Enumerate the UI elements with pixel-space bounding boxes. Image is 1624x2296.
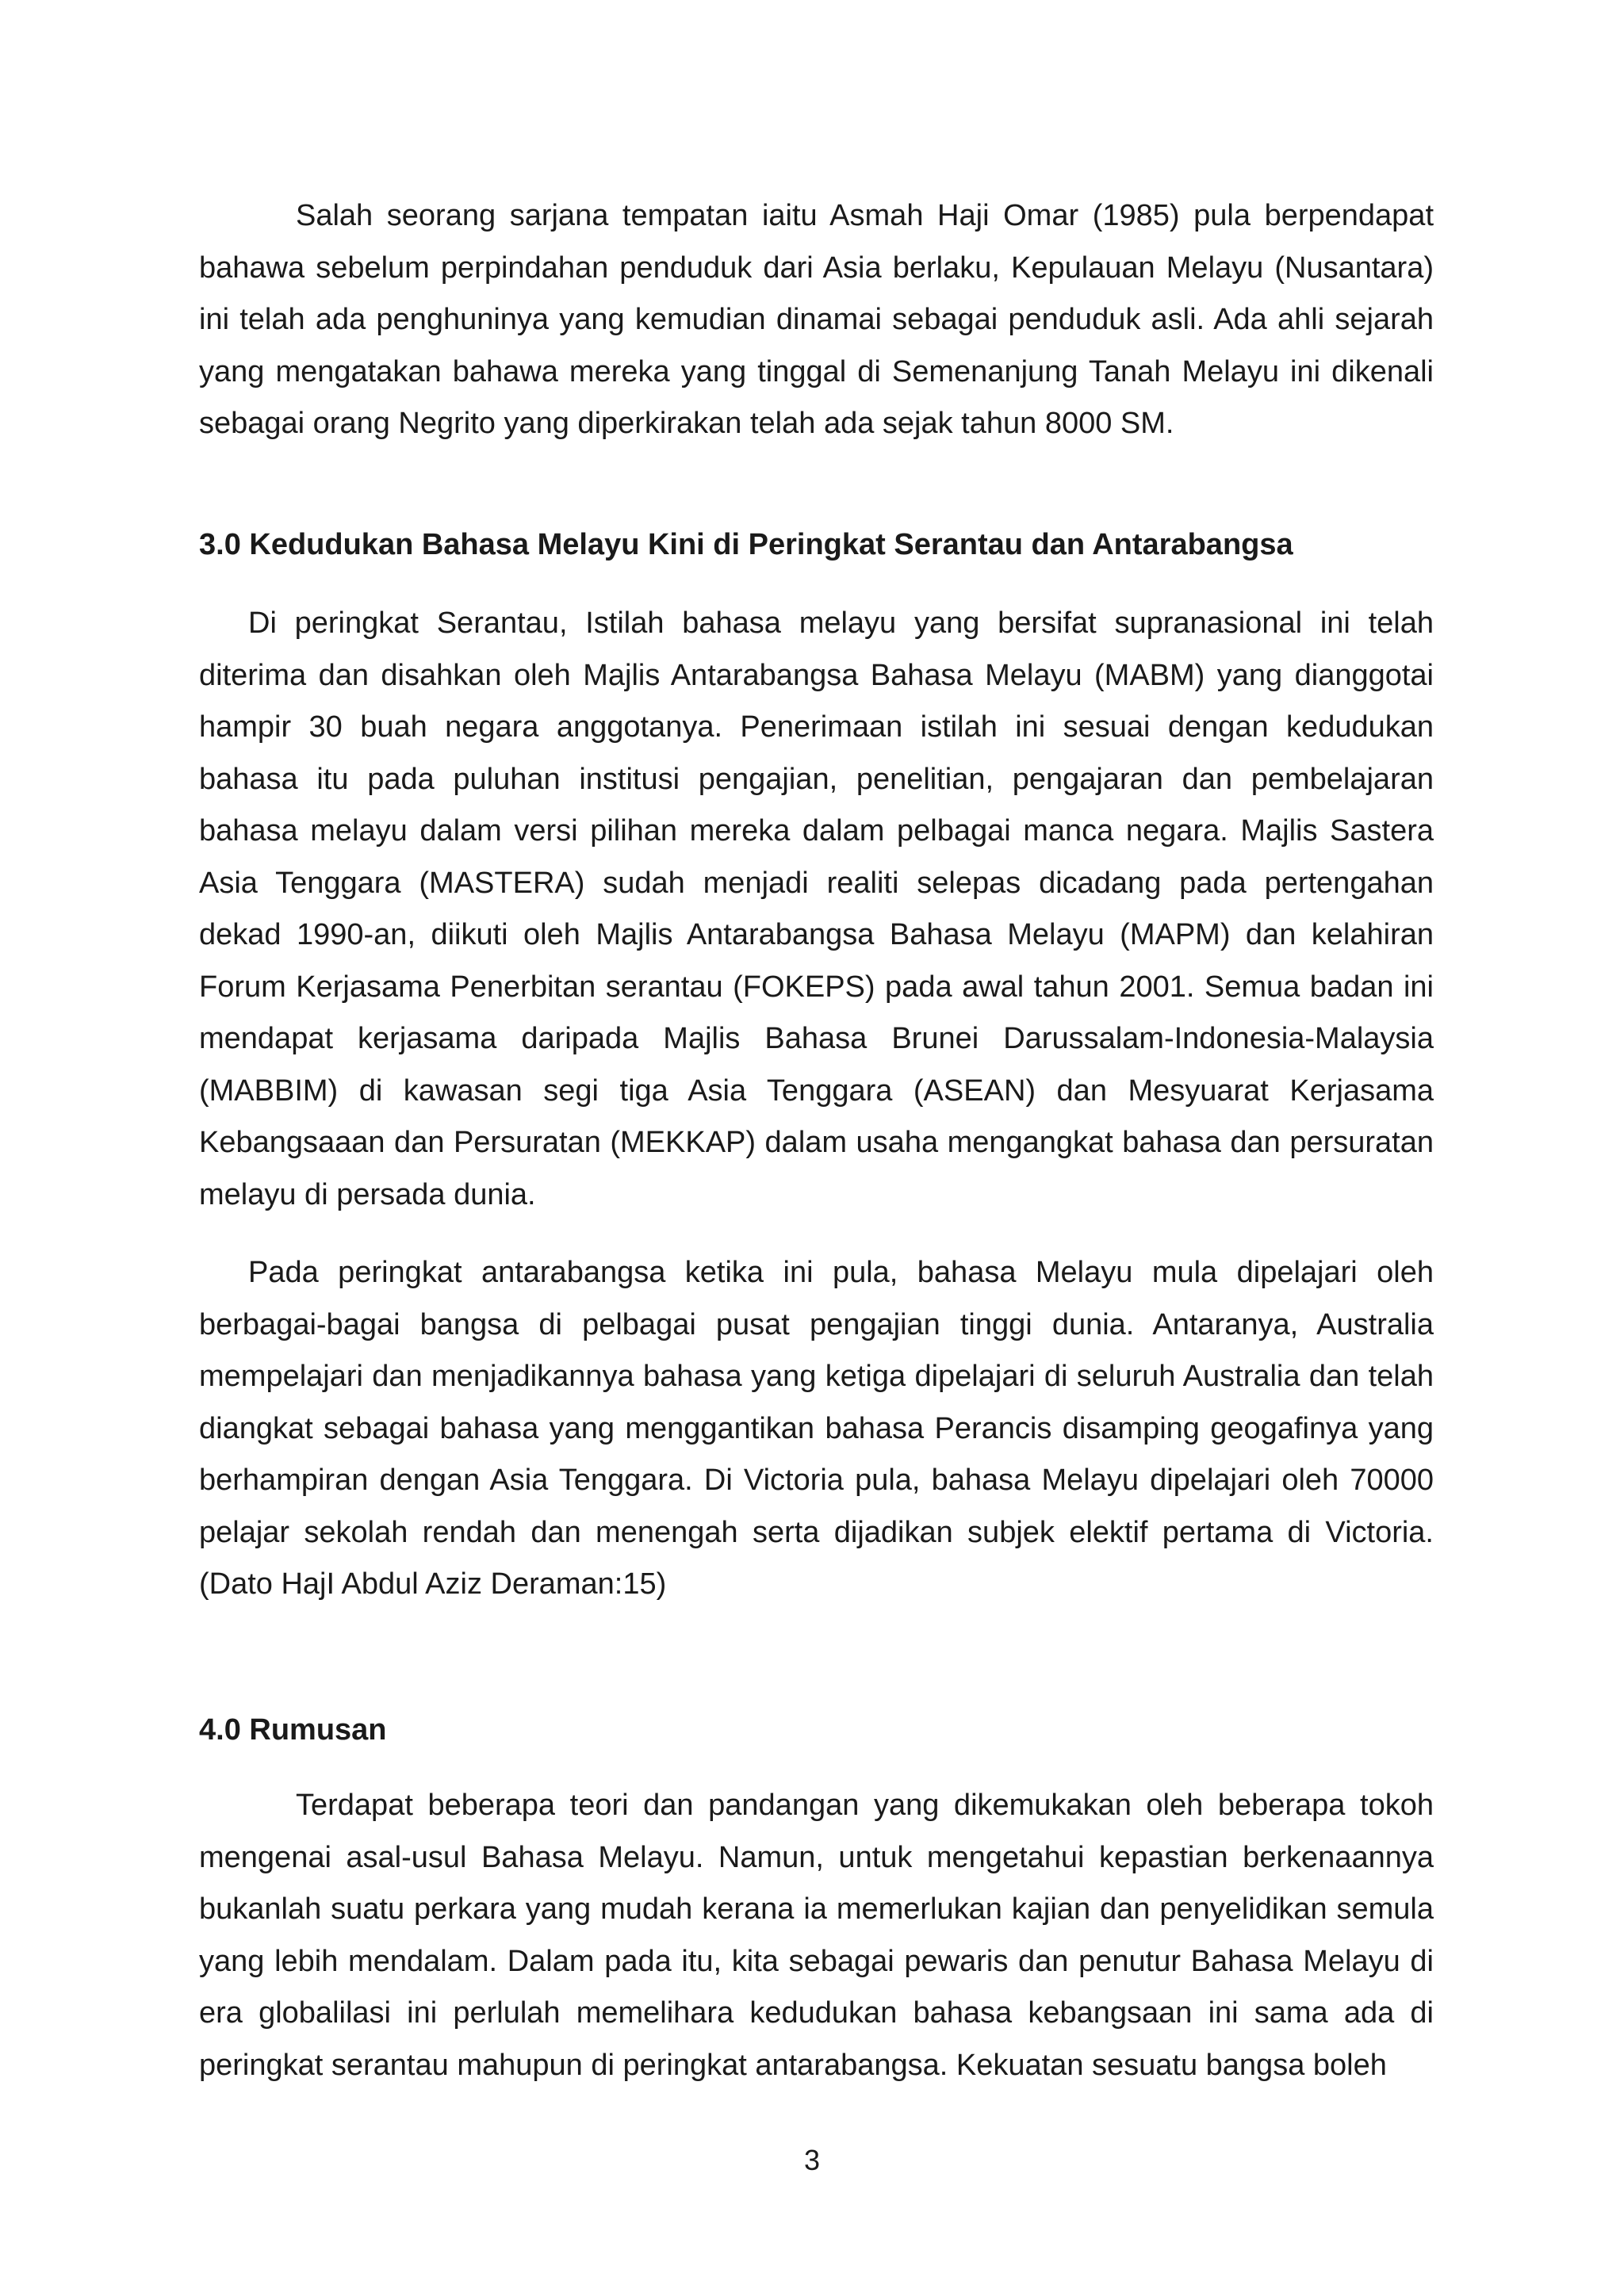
paragraph-asmah-block <box>199 190 1434 450</box>
paragraph-rumusan: Terdapat beberapa teori dan pandangan yang dikemukakan oleh beberapa tokoh mengenai asal-usul Bahasa Melayu. Namun, untuk mengetahui kepastian berkenaannya bukanlah suatu perkara yang mudah kerana ia memerlukan kajian dan penyelidikan semula yang lebih mendalam. Dalam pada itu, kita sebagai pewaris dan penutur Bahasa Melayu di era globalilasi ini perlulah memelihara kedudukan bahasa kebangsaan ini sama ada di peringkat serantau mahupun di peringkat antarabangsa. Kekuatan sesuatu bangsa boleh <box>199 1789 1434 2082</box>
paragraph-serantau: Di peringkat Serantau, Istilah bahasa melayu yang bersifat supranasional ini telah diterima dan disahkan oleh Majlis Antarabangsa Bahasa Melayu (MABM) yang dianggotai hampir 30 buah negara anggotanya. Penerimaan istilah ini sesuai dengan kedudukan bahasa itu pada puluhan institusi pengajian, penelitian, pengajaran dan pembelajaran bahasa melayu dalam versi pilihan mereka dalam pelbagai manca negara. Majlis Sastera Asia Tenggara (MASTERA) sudah menjadi realiti selepas dicadang pada pertengahan dekad 1990-an, diikuti oleh Majlis Antarabangsa Bahasa Melayu (MAPM) dan kelahiran Forum Kerjasama Penerbitan serantau (FOKEPS) pada awal tahun 2001. Semua badan ini mendapat kerjasama daripada Majlis Bahasa Brunei Darussalam-Indonesia-Malaysia (MABBIM) di kawasan segi tiga Asia Tenggara (ASEAN) dan Mesyuarat Kerjasama Kebangsaaan dan Persuratan (MEKKAP) dalam usaha mengangkat bahasa dan persuratan melayu di persada dunia. <box>199 607 1434 1211</box>
page-number: 3 <box>803 2144 821 2176</box>
paragraph-serantau-block <box>199 598 1434 1221</box>
paragraph-rumusan-block <box>199 1780 1434 2091</box>
section-4-heading: 4.0 Rumusan <box>199 1713 387 1747</box>
section-4-heading-block <box>199 1705 1434 1756</box>
paragraph-asmah: Salah seorang sarjana tempatan iaitu Asmah Haji Omar (1985) pula berpendapat bahawa sebelum perpindahan penduduk dari Asia berlaku, Kepulauan Melayu (Nusantara) ini telah ada penghuninya yang kemudian dinamai sebagai penduduk asli. Ada ahli sejarah yang mengatakan bahawa mereka yang tinggal di Semenanjung Tanah Melayu ini dikenali sebagai orang Negrito yang diperkirakan telah ada sejak tahun 8000 SM. <box>199 199 1434 440</box>
section-3-heading: 3.0 Kedudukan Bahasa Melayu Kini di Peringkat Serantau dan Antarabangsa <box>199 528 1293 561</box>
paragraph-antarabangsa-block <box>199 1247 1434 1611</box>
paragraph-antarabangsa: Pada peringkat antarabangsa ketika ini pula, bahasa Melayu mula dipelajari oleh berbagai-bagai bangsa di pelbagai pusat pengajian tinggi dunia. Antaranya, Australia mempelajari dan menjadikannya bahasa yang ketiga dipelajari di seluruh Australia dan telah diangkat sebagai bahasa yang menggantikan bahasa Perancis disamping geogafinya yang berhampiran dengan Asia Tenggara. Di Victoria pula, bahasa Melayu dipelajari oleh 70000 pelajar sekolah rendah dan menengah serta dijadikan subjek elektif pertama di Victoria. (Dato HajI Abdul Aziz Deraman:15) <box>199 1256 1434 1601</box>
section-3-heading-block <box>199 519 1434 571</box>
